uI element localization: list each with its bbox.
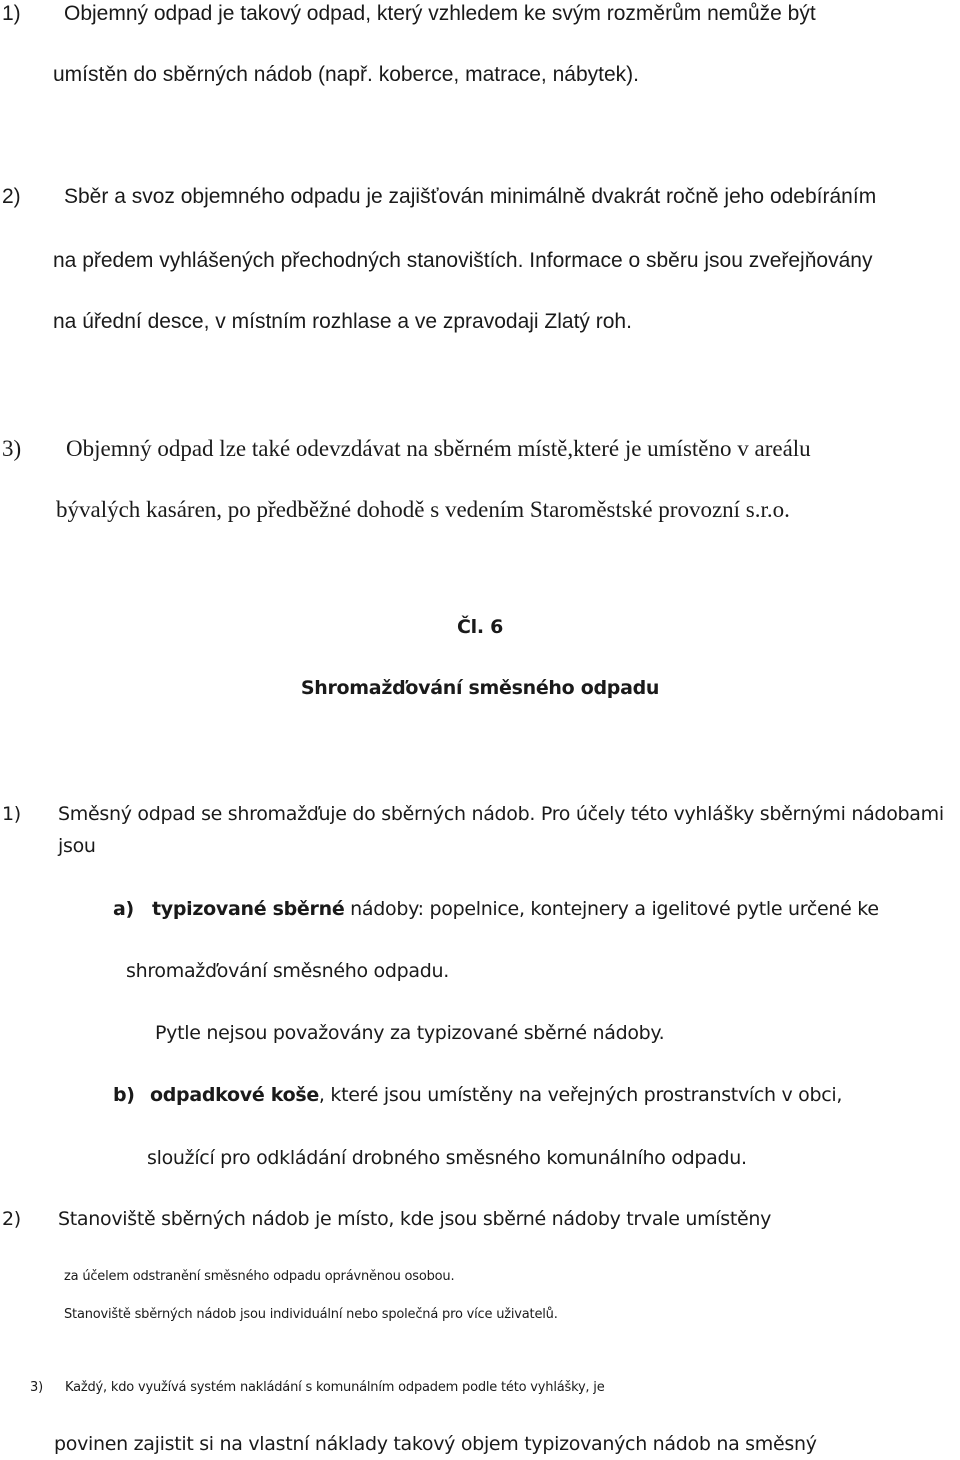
s6-p3-line2: povinen zajistit si na vlastní náklady takový objem typizovaných nádob na směsný <box>54 1433 817 1455</box>
item-a-note: Pytle nejsou považovány za typizované sběrné nádoby. <box>155 1022 665 1044</box>
s5-p1-line1: Objemný odpad je takový odpad, který vzhledem ke svým rozměrům nemůže být <box>64 2 816 25</box>
s6-p3-number: 3) <box>30 1380 43 1395</box>
item-b-line2: sloužící pro odkládání drobného směsného komunálního odpadu. <box>147 1147 747 1169</box>
s5-p2-line1: Sběr a svoz objemného odpadu je zajišťován minimálně dvakrát ročně jeho odebíráním <box>64 185 877 208</box>
item-b-label: b) <box>113 1084 135 1106</box>
s6-p2-line3: Stanoviště sběrných nádob jsou individuální nebo společná pro více uživatelů. <box>64 1307 558 1322</box>
item-a-line1 <box>152 900 879 919</box>
article-number: Čl. 6 <box>456 616 503 638</box>
s5-p2-line3: na úřední desce, v místním rozhlase a ve zpravodaji Zlatý roh. <box>53 310 632 333</box>
s5-p1-line2: umístěn do sběrných nádob (např. koberce, matrace, nábytek). <box>53 63 639 86</box>
item-a-line2: shromažďování směsného odpadu. <box>126 960 449 982</box>
s6-p2-number: 2) <box>2 1208 21 1230</box>
s6-p1-number: 1) <box>2 803 21 825</box>
s6-p2-line1: Stanoviště sběrných nádob je místo, kde jsou sběrné nádoby trvale umístěny <box>58 1208 772 1230</box>
s5-p1-number: 1) <box>2 2 21 25</box>
item-b-text: , které jsou umístěny na veřejných prostranstvích v obci, <box>318 1084 843 1106</box>
s6-p1-line1: Směsný odpad se shromažďuje do sběrných nádob. Pro účely této vyhlášky sběrnými nádobami <box>58 803 944 825</box>
item-a-text: nádoby: popelnice, kontejnery a igelitové pytle určené ke <box>344 898 879 920</box>
s6-p1-line2: jsou <box>58 835 96 857</box>
item-b-line1 <box>150 1086 842 1105</box>
item-a-label: a) <box>113 898 134 920</box>
s6-p2-line2: za účelem odstranění směsného odpadu oprávněnou osobou. <box>64 1269 455 1284</box>
item-a-term: typizované sběrné <box>152 898 345 920</box>
s5-p2-number: 2) <box>2 185 21 208</box>
s5-p2-line2: na předem vyhlášených přechodných stanovištích. Informace o sběru jsou zveřejňovány <box>53 249 873 272</box>
s5-p3-line1: Objemný odpad lze také odevzdávat na sběrném místě,které je umístěno v areálu <box>66 436 811 461</box>
s5-p3-line2: bývalých kasáren, po předběžné dohodě s vedením Staroměstské provozní s.r.o. <box>56 497 790 522</box>
s6-p3-line1: Každý, kdo využívá systém nakládání s komunálním odpadem podle této vyhlášky, je <box>65 1380 605 1395</box>
s5-p3-number: 3) <box>2 436 22 461</box>
article-title: Shromažďování směsného odpadu <box>300 677 660 699</box>
item-b-term: odpadkové koše <box>150 1084 319 1106</box>
